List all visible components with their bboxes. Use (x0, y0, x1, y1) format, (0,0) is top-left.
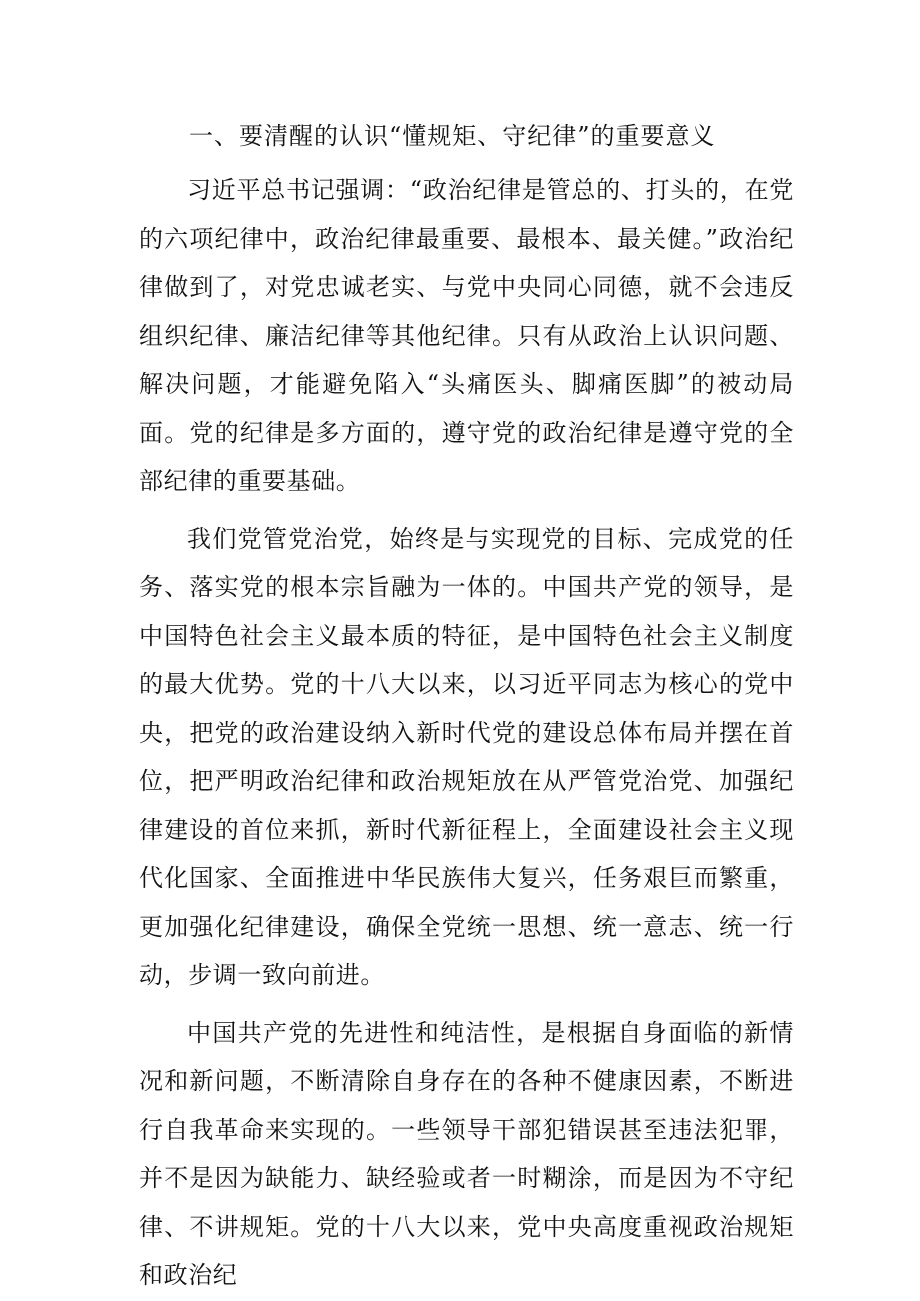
paragraph-self-revolution: 中国共产党的先进性和纯洁性，是根据自身面临的新情况和新问题，不断清除自身存在的各种不健康因素，不断进行自我革命来实现的。一些领导干部犯错误甚至违法犯罪，并不是因为缺能力、缺经验或者一时糊涂，而是因为不守纪律、不讲规矩。党的十八大以来，党中央高度重视政治规矩和政治纪 (139, 1018, 794, 1289)
paragraph-political-discipline: 习近平总书记强调：“政治纪律是管总的、打头的，在党的六项纪律中，政治纪律最重要、最根本、最关健。”政治纪律做到了，对党忠诚老实、与党中央同心同德，就不会违反组织纪律、廉洁纪律等其他纪律。只有从政治上认识问题、解决问题，才能避免陷入“头痛医头、脚痛医脚”的被动局面。党的纪律是多方面的，遵守党的政治纪律是遵守党的全部纪律的重要基础。 (139, 176, 794, 495)
document-body (139, 112, 794, 1300)
paragraph-party-governance: 我们党管党治党，始终是与实现党的目标、完成党的任务、落实党的根本宗旨融为一体的。中国共产党的领导，是中国特色社会主义最本质的特征，是中国特色社会主义制度的最大优势。党的十八大以来，以习近平同志为核心的党中央，把党的政治建设纳入新时代党的建设总体布局并摆在首位，把严明政治纪律和政治规矩放在从严管党治党、加强纪律建设的首位来抓，新时代新征程上，全面建设社会主义现代化国家、全面推进中华民族伟大复兴，任务艰巨而繁重，更加强化纪律建设，确保全党统一思想、统一意志、统一行动，步调一致向前进。 (139, 524, 794, 989)
section-heading: 一、要清醒的认识“懂规矩、守纪律”的重要意义 (189, 122, 716, 150)
